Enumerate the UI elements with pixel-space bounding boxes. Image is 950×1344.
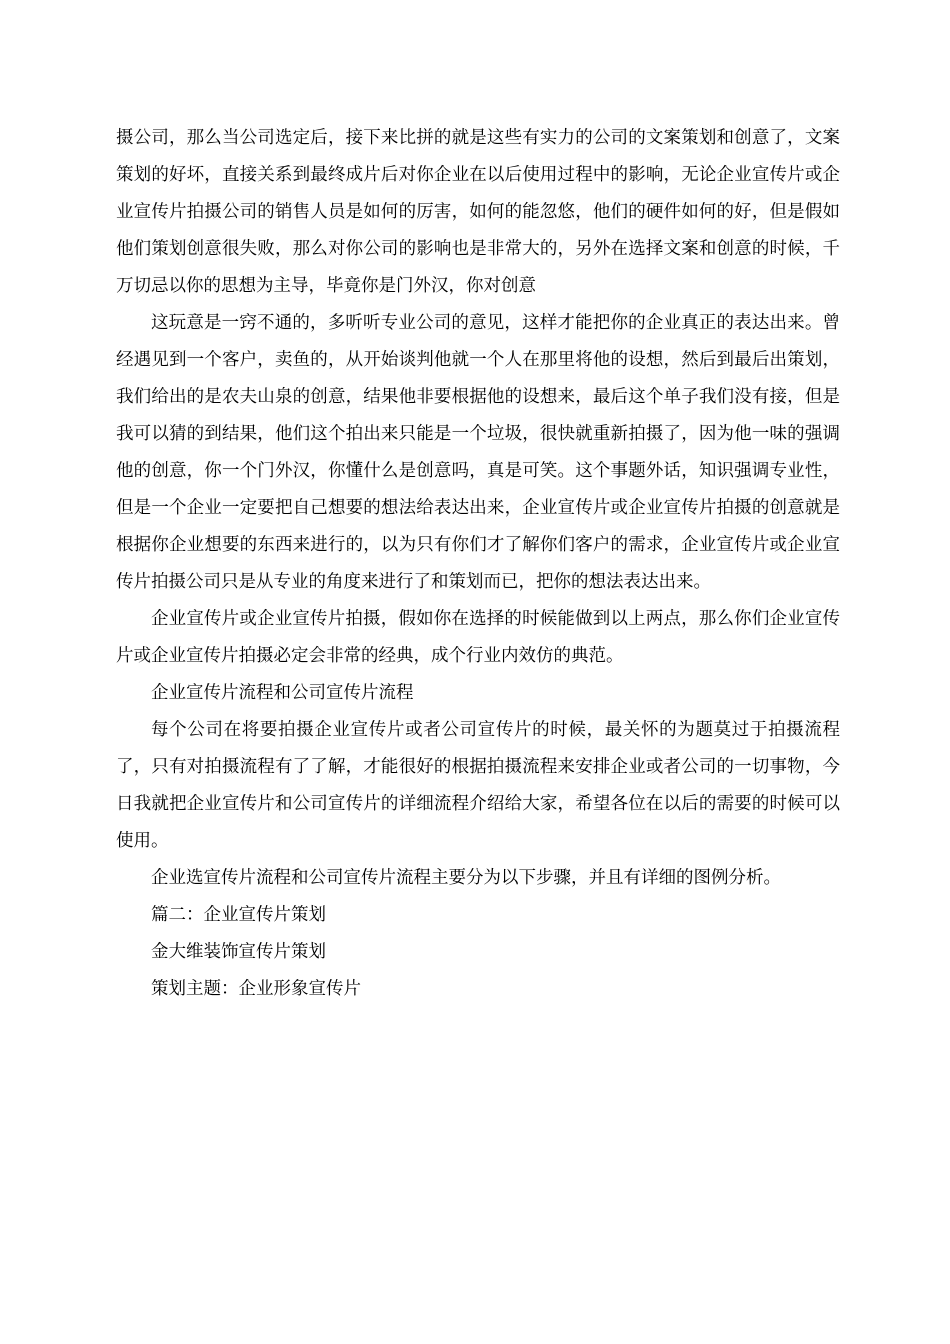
paragraph-summary: 企业宣传片或企业宣传片拍摄，假如你在选择的时候能做到以上两点，那么你们企业宣传片或企业宣传片拍摄必定会非常的经典，成个行业内效仿的典范。 — [116, 609, 840, 666]
paragraph-process-steps: 企业选宣传片流程和公司宣传片流程主要分为以下步骤，并且有详细的图例分析。 — [151, 868, 781, 888]
chapter-heading: 篇二：企业宣传片策划 — [151, 905, 326, 925]
paragraph-process-intro: 每个公司在将要拍摄企业宣传片或者公司宣传片的时候，最关怀的为题莫过于拍摄流程了，只有对拍摄流程有了了解，才能很好的根据拍摄流程来安排企业或者公司的一切事物，今日我就把企业宣传片和公司宣传片的详细流程介绍给大家，希望各位在以后的需要的时候可以使用。 — [116, 720, 840, 851]
document-page — [116, 120, 840, 1008]
paragraph-continuation: 摄公司，那么当公司选定后，接下来比拼的就是这些有实力的公司的文案策划和创意了，文案策划的好坏，直接关系到最终成片后对你企业在以后使用过程中的影响，无论企业宣传片或企业宣传片拍摄公司的销售人员是如何的厉害，如何的能忽悠，他们的硬件如何的好，但是假如他们策划创意很失败，那么对你公司的影响也是非常大的，另外在选择文案和创意的时候，千万切忌以你的思想为主导，毕竟你是门外汉，你对创意 — [116, 128, 840, 296]
plan-theme: 策划主题：企业形象宣传片 — [151, 979, 361, 999]
paragraph-creativity: 这玩意是一窍不通的，多听听专业公司的意见，这样才能把你的企业真正的表达出来。曾经遇见到一个客户，卖鱼的，从开始谈判他就一个人在那里将他的设想，然后到最后出策划，我们给出的是农夫山泉的创意，结果他非要根据他的设想来，最后这个单子我们没有接，但是我可以猜的到结果，他们这个拍出来只能是一个垃圾，很快就重新拍摄了，因为他一味的强调他的创意，你一个门外汉，你懂什么是创意吗，真是可笑。这个事题外话，知识强调专业性，但是一个企业一定要把自己想要的想法给表达出来，企业宣传片或企业宣传片拍摄的创意就是根据你企业想要的东西来进行的，以为只有你们才了解你们客户的需求，企业宣传片或企业宣传片拍摄公司只是从专业的角度来进行了和策划而已，把你的想法表达出来。 — [116, 313, 840, 592]
section-heading-process: 企业宣传片流程和公司宣传片流程 — [151, 683, 414, 703]
plan-title: 金大维装饰宣传片策划 — [151, 942, 326, 962]
